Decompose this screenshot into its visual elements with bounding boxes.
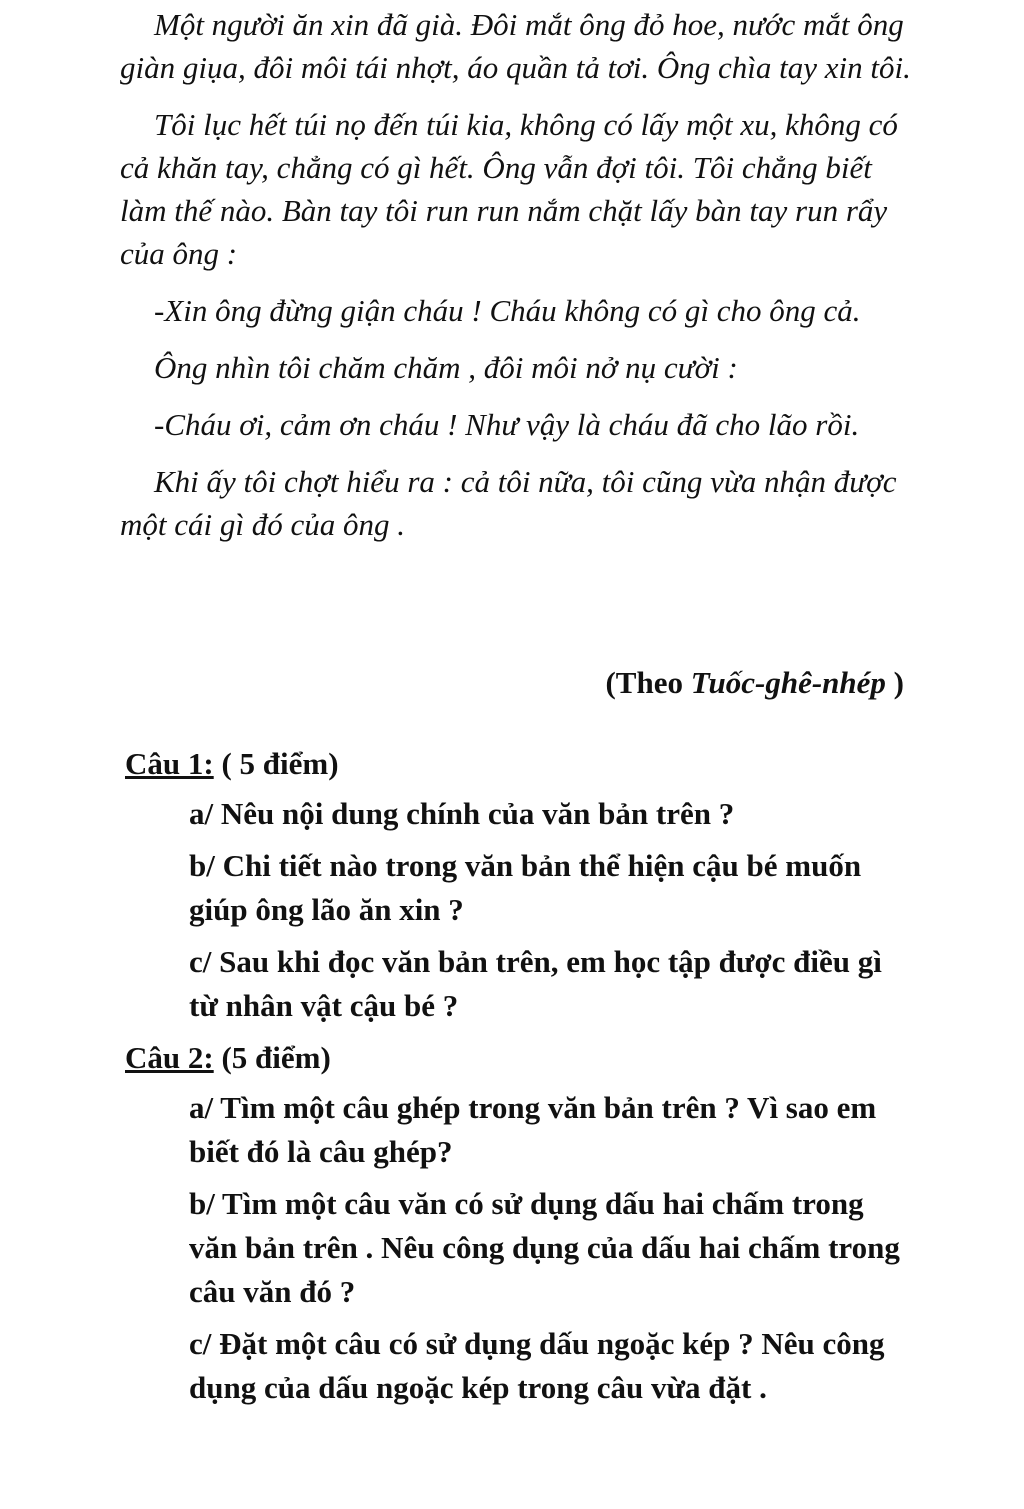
passage-paragraph-3: -Xin ông đừng giận cháu ! Cháu không có gì cho ông cả. (154, 293, 861, 328)
passage-source (605, 665, 904, 701)
passage-paragraph-5: -Cháu ơi, cảm ơn cháu ! Như vậy là cháu đã cho lão rồi. (154, 407, 860, 442)
question-2-item-a: a/ Tìm một câu ghép trong văn bản trên ? Vì sao em biết đó là câu ghép? (189, 1090, 877, 1169)
question-2-item-b: b/ Tìm một câu văn có sử dụng dấu hai chấm trong văn bản trên . Nêu công dụng của dấu hai chấm trong câu văn đó ? (189, 1186, 900, 1309)
question-2-heading (125, 1036, 905, 1080)
question-1-item-c: c/ Sau khi đọc văn bản trên, em học tập được điều gì từ nhân vật cậu bé ? (189, 944, 882, 1023)
question-section (125, 742, 905, 1418)
question-1-item-a: a/ Nêu nội dung chính của văn bản trên ? (189, 796, 735, 831)
question-1-label: Câu 1: (125, 746, 214, 781)
question-1-points: ( 5 điểm) (213, 746, 339, 781)
passage-paragraph-1: Một người ăn xin đã già. Đôi mắt ông đỏ hoe, nước mắt ông giàn giụa, đôi môi tái nhợt, áo quần tả tơi. Ông chìa tay xin tôi. (120, 7, 911, 85)
source-prefix: (Theo (605, 665, 691, 700)
passage-paragraph-4: Ông nhìn tôi chăm chăm , đôi môi nở nụ cười : (154, 350, 738, 385)
reading-passage (120, 0, 920, 560)
question-2-points: (5 điểm) (213, 1040, 331, 1075)
question-2-item-c: c/ Đặt một câu có sử dụng dấu ngoặc kép ? Nêu công dụng của dấu ngoặc kép trong câu vừa đặt . (189, 1326, 885, 1405)
question-1-item-b: b/ Chi tiết nào trong văn bản thể hiện cậu bé muốn giúp ông lão ăn xin ? (189, 848, 862, 927)
question-1-heading (125, 742, 905, 786)
source-author: Tuốc-ghê-nhép (690, 665, 886, 700)
question-2-label: Câu 2: (125, 1040, 214, 1075)
passage-paragraph-6: Khi ấy tôi chợt hiểu ra : cả tôi nữa, tôi cũng vừa nhận được một cái gì đó của ông . (120, 464, 897, 542)
passage-paragraph-2: Tôi lục hết túi nọ đến túi kia, không có lấy một xu, không có cả khăn tay, chẳng có gì hết. Ông vẫn đợi tôi. Tôi chẳng biết làm thế nào. Bàn tay tôi run run nắm chặt lấy bàn tay run rẩy của ông : (120, 107, 898, 271)
source-suffix: ) (885, 665, 904, 700)
